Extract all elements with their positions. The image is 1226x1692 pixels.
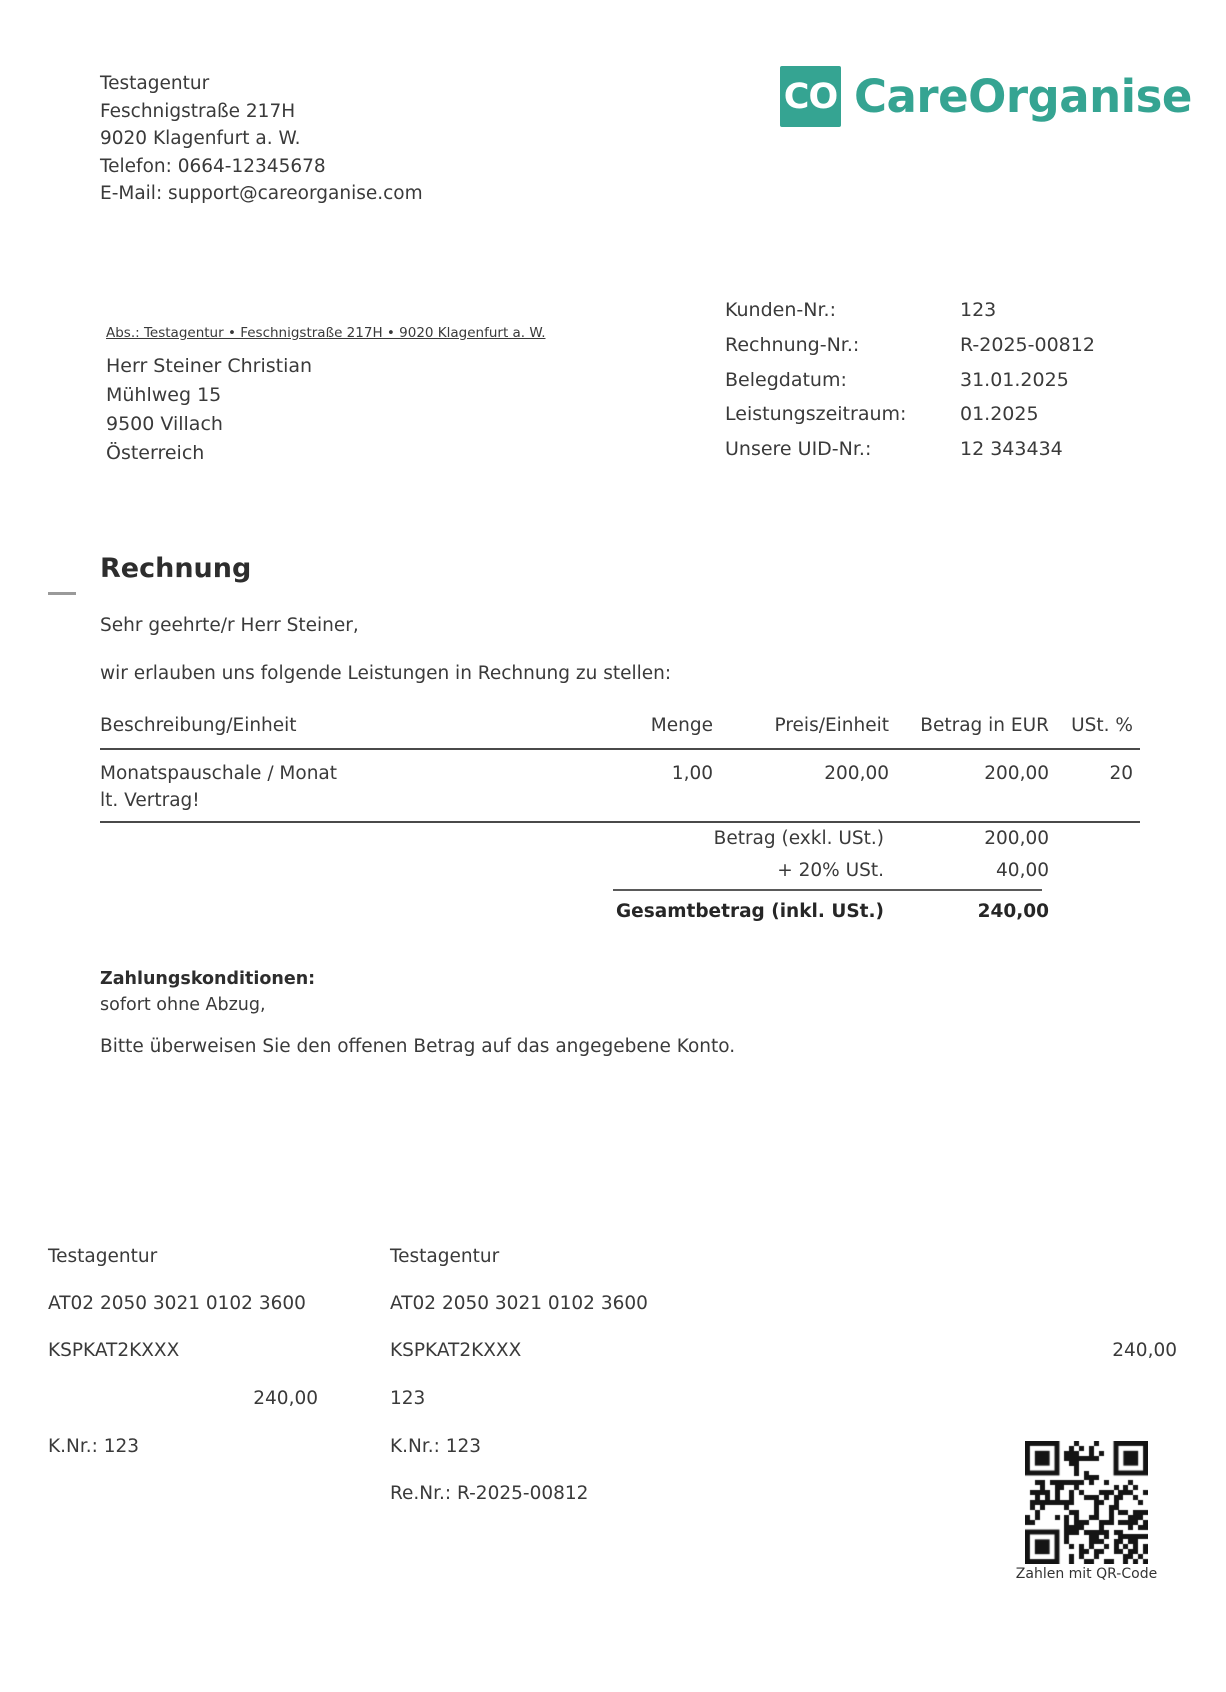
header-preis: Preis/Einheit	[774, 715, 889, 736]
company-logo	[780, 66, 1192, 127]
slip-middle-renr: Re.Nr.: R-2025-00812	[390, 1483, 589, 1504]
meta-row	[725, 334, 1095, 369]
sender-city: 9020 Klagenfurt a. W.	[100, 128, 301, 149]
meta-row	[725, 369, 1095, 404]
qr-caption: Zahlen mit QR-Code	[1015, 1566, 1158, 1582]
meta-label-belegdatum: Belegdatum:	[725, 368, 847, 391]
payment-terms-line: sofort ohne Abzug,	[100, 995, 266, 1015]
totals-block	[100, 826, 1049, 926]
payment-note: Bitte überweisen Sie den offenen Betrag auf das angegebene Konto.	[100, 1036, 736, 1057]
recipient-block	[106, 352, 312, 468]
meta-row	[725, 403, 1095, 438]
totals-net-row	[100, 826, 1049, 852]
fold-mark	[48, 592, 76, 595]
meta-label-uid: Unsere UID-Nr.:	[725, 438, 872, 460]
header-menge: Menge	[650, 715, 713, 736]
meta-row	[725, 438, 1095, 473]
slip-middle-knr: K.Nr.: 123	[390, 1436, 482, 1457]
sender-phone: Telefon: 0664-12345678	[100, 155, 326, 177]
slip-middle-name: Testagentur	[390, 1246, 500, 1267]
items-table-header	[100, 712, 1140, 750]
slip-middle-bic: KSPKAT2KXXX	[390, 1340, 522, 1361]
greeting-line: Sehr geehrte/r Herr Steiner,	[100, 615, 359, 636]
item-betrag: 200,00	[984, 763, 1049, 784]
item-description-line2: lt. Vertrag!	[100, 790, 200, 811]
totals-divider	[613, 889, 1042, 891]
meta-value-uid: 12 343434	[960, 438, 1063, 460]
meta-label-leistungszeitraum: Leistungszeitraum:	[725, 403, 907, 426]
items-table	[100, 712, 1140, 823]
totals-vat-value: 40,00	[996, 860, 1049, 881]
sender-name: Testagentur	[100, 73, 210, 94]
item-preis: 200,00	[824, 763, 889, 784]
logo-square-icon	[780, 66, 841, 127]
return-address-line: Abs.: Testagentur • Feschnigstraße 217H • 9020 Klagenfurt a. W.	[106, 325, 546, 341]
recipient-street: Mühlweg 15	[106, 384, 222, 406]
header-betrag: Betrag in EUR	[920, 715, 1049, 736]
meta-value-leistungszeitraum: 01.2025	[960, 403, 1039, 426]
sender-street: Feschnigstraße 217H	[100, 100, 296, 122]
totals-vat-label: + 20% USt.	[777, 860, 884, 881]
slip-left-bic: KSPKAT2KXXX	[48, 1340, 180, 1361]
header-ust: USt. %	[1071, 715, 1133, 736]
qr-code	[1025, 1441, 1148, 1564]
payment-terms	[100, 966, 315, 1018]
slip-left-amount: 240,00	[253, 1388, 318, 1409]
slip-left-iban: AT02 2050 3021 0102 3600	[48, 1293, 306, 1314]
totals-grand-value: 240,00	[977, 901, 1049, 922]
item-menge: 1,00	[671, 763, 713, 784]
slip-middle-customer: 123	[390, 1388, 426, 1409]
totals-vat-row	[100, 858, 1049, 884]
meta-value-rechnungnr: R-2025-00812	[960, 333, 1095, 356]
header-beschreibung: Beschreibung/Einheit	[100, 715, 297, 736]
item-ust: 20	[1109, 763, 1133, 784]
recipient-country: Österreich	[106, 442, 205, 464]
totals-net-label: Betrag (exkl. USt.)	[713, 828, 884, 849]
item-description	[100, 760, 603, 814]
slip-right-amount: 240,00	[1112, 1340, 1177, 1361]
meta-value-kundennr: 123	[960, 299, 997, 321]
sender-block	[100, 70, 423, 208]
logo-wordmark: CareOrganise	[854, 70, 1192, 123]
totals-grand-row	[100, 898, 1049, 926]
meta-row	[725, 299, 1095, 334]
totals-net-value: 200,00	[984, 828, 1049, 849]
item-description-line1: Monatspauschale / Monat	[100, 763, 338, 784]
page-title: Rechnung	[100, 553, 252, 584]
recipient-city: 9500 Villach	[106, 413, 223, 435]
payment-terms-heading: Zahlungskonditionen:	[100, 969, 316, 989]
totals-grand-label: Gesamtbetrag (inkl. USt.)	[615, 901, 884, 922]
sender-email: E-Mail: support@careorganise.com	[100, 183, 423, 204]
logo-abbr: CO	[783, 76, 838, 117]
slip-middle-iban: AT02 2050 3021 0102 3600	[390, 1293, 648, 1314]
recipient-name: Herr Steiner Christian	[106, 355, 313, 377]
meta-label-rechnungnr: Rechnung-Nr.:	[725, 333, 860, 356]
meta-label-kundennr: Kunden-Nr.:	[725, 299, 836, 321]
slip-left-name: Testagentur	[48, 1246, 158, 1267]
invoice-meta	[725, 299, 1095, 473]
meta-value-belegdatum: 31.01.2025	[960, 368, 1069, 391]
table-row	[100, 750, 1140, 823]
slip-left-knr: K.Nr.: 123	[48, 1436, 140, 1457]
intro-line: wir erlauben uns folgende Leistungen in Rechnung zu stellen:	[100, 663, 672, 684]
